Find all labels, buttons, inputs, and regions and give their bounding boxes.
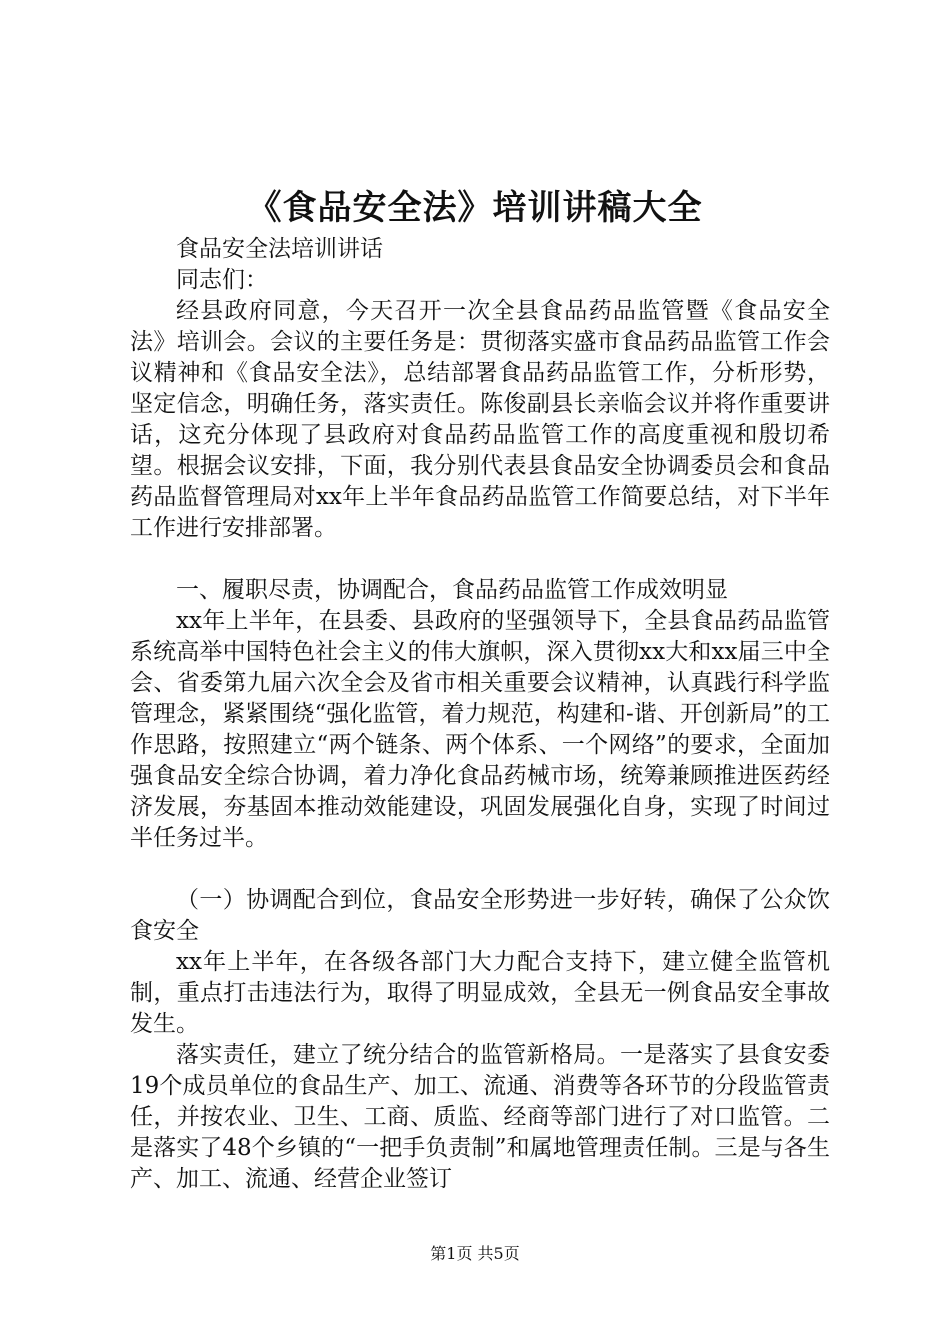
document-body: [130, 234, 830, 1195]
document-title: 《食品安全法》培训讲稿大全: [247, 188, 703, 228]
subsection-heading-1: （一）协调配合到位，食品安全形势进一步好转，确保了公众饮食安全: [130, 887, 830, 944]
section-heading-1: 一、履职尽责，协调配合，食品药品监管工作成效明显: [176, 577, 728, 603]
intro-paragraph: 经县政府同意，今天召开一次全县食品药品监管暨《食品安全法》培训会。会议的主要任务是：贯彻落实盛市食品药品监管工作会议精神和《食品安全法》，总结部署食品药品监管工作，分析形势，坚定信念，明确任务，落实责任。陈俊副县长亲临会议并将作重要讲话，这充分体现了县政府对食品药品监管工作的高度重视和殷切希望。根据会议安排，下面，我分别代表县食品安全协调委员会和食品药品监督管理局对xx年上半年食品药品监管工作简要总结，对下半年工作进行安排部署。: [130, 298, 830, 541]
speech-heading: 食品安全法培训讲话: [176, 236, 383, 262]
section-1-paragraph: xx年上半年，在县委、县政府的坚强领导下，全县食品药品监管系统高举中国特色社会主义的伟大旗帜，深入贯彻xx大和xx届三中全会、省委第九届六次全会及省市相关重要会议精神，认真践行科学监管理念，紧紧围绕“强化监管，着力规范，构建和-谐、开创新局”的工作思路，按照建立“两个链条、两个体系、一个网络”的要求，全面加强食品安全综合协调，着力净化食品药械市场，统筹兼顾推进医药经济发展，夯基固本推动效能建设，巩固发展强化自身，实现了时间过半任务过半。: [130, 608, 830, 851]
salutation: 同志们：: [176, 267, 268, 293]
subsection-1-paragraph: xx年上半年，在各级各部门大力配合支持下，建立健全监管机制，重点打击违法行为，取得了明显成效，全县无一例食品安全事故发生。: [130, 949, 830, 1037]
page-footer: 第1页 共5页: [430, 1244, 520, 1263]
responsibility-paragraph: 落实责任，建立了统分结合的监管新格局。一是落实了县食安委19个成员单位的食品生产、加工、流通、消费等各环节的分段监管责任，并按农业、卫生、工商、质监、经商等部门进行了对口监管。二是落实了48个乡镇的“一把手负责制”和属地管理责任制。三是与各生产、加工、流通、经营企业签订: [130, 1042, 830, 1192]
